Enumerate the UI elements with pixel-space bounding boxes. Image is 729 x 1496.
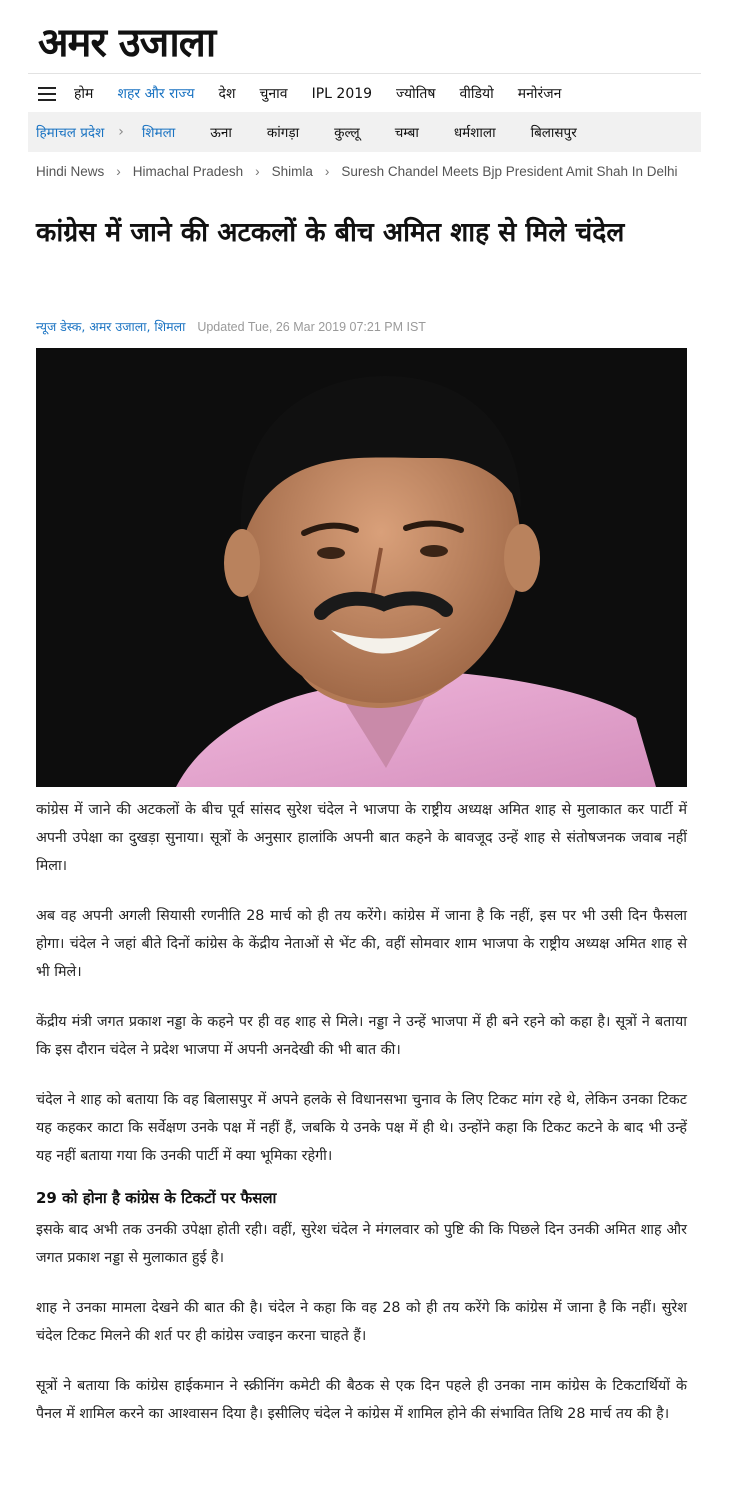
site-logo[interactable]: अमर उजाला (38, 20, 216, 66)
main-nav (28, 73, 701, 113)
breadcrumb-shimla[interactable]: Shimla (271, 164, 313, 179)
subnav-city-shimla[interactable]: शिमला (141, 125, 176, 141)
nav-item-video[interactable]: वीडियो (459, 86, 494, 102)
subnav-state-himachal[interactable]: हिमाचल प्रदेश (36, 125, 105, 141)
menu-icon[interactable] (38, 87, 56, 101)
article-paragraph: कांग्रेस में जाने की अटकलों के बीच पूर्व सांसद सुरेश चंदेल ने भाजपा के राष्ट्रीय अध्यक्ष अमित शाह से मुलाकात कर पार्टी में अपनी उपेक्षा का दुखड़ा सुनाया। सूत्रों के अनुसार हालांकि अपनी बात कहने के बावजूद उन्हें शाह से संतोषजनक जवाब नहीं मिला। (36, 802, 687, 874)
article-headline: कांग्रेस में जाने की अटकलों के बीच अमित शाह से मिले चंदेल (36, 217, 625, 248)
chevron-right-icon: › (324, 164, 330, 179)
article-body (36, 796, 687, 1450)
nav-item-entertainment[interactable]: मनोरंजन (517, 86, 562, 102)
article-updated-time: Updated Tue, 26 Mar 2019 07:21 PM IST (197, 320, 426, 334)
subnav-city-chamba[interactable]: चम्बा (394, 125, 419, 141)
article-byline (36, 318, 426, 335)
subnav-city-dharamshala[interactable]: धर्मशाला (453, 125, 496, 141)
breadcrumb-hindi-news[interactable]: Hindi News (36, 164, 105, 179)
subnav-city-bilaspur[interactable]: बिलासपुर (530, 125, 577, 141)
nav-item-ipl[interactable]: IPL 2019 (311, 85, 373, 102)
subnav-city-kullu[interactable]: कुल्लू (334, 125, 360, 141)
article-hero-image (36, 348, 687, 787)
article-paragraph: चंदेल ने शाह को बताया कि वह बिलासपुर में अपने हलके से विधानसभा चुनाव के लिए टिकट मांग रहे थे, लेकिन उनका टिकट यह कहकर काटा कि सर्वेक्षण उनके पक्ष में नहीं हैं, जबकि ये उनके पक्ष में ही थे। उन्होंने कहा कि टिकट कटने के बाद भी उन्हें यह नहीं बताया गया कि उनकी पार्टी में क्या भूमिका रहेगी। (36, 1092, 687, 1164)
article-author[interactable]: न्यूज डेस्क, अमर उजाला, शिमला (36, 319, 186, 334)
nav-item-city-state[interactable]: शहर और राज्य (117, 86, 195, 102)
article-paragraph: इसके बाद अभी तक उनकी उपेक्षा होती रही। वहीं, सुरेश चंदेल ने मंगलवार को पुष्टि की कि पिछले दिन उनकी अमित शाह और जगत प्रकाश नड्डा से मुलाकात हुई है। (36, 1222, 687, 1266)
breadcrumb-current: Suresh Chandel Meets Bjp President Amit Shah In Delhi (341, 164, 678, 179)
nav-item-astrology[interactable]: ज्योतिष (396, 86, 436, 102)
nav-item-election[interactable]: चुनाव (259, 86, 288, 102)
chevron-right-icon: › (118, 124, 124, 140)
breadcrumb (36, 164, 678, 179)
article-paragraph: शाह ने उनका मामला देखने की बात की है। चंदेल ने कहा कि वह 28 को ही तय करेंगे कि कांग्रेस में जाना है कि नहीं। सुरेश चंदेल टिकट मिलने की शर्त पर ही कांग्रेस ज्वाइन करना चाहते हैं। (36, 1300, 687, 1344)
portrait-illustration (36, 348, 687, 787)
city-subnav (28, 112, 701, 152)
breadcrumb-himachal-pradesh[interactable]: Himachal Pradesh (132, 164, 244, 179)
article-paragraph: केंद्रीय मंत्री जगत प्रकाश नड्डा के कहने पर ही वह शाह से मिले। नड्डा ने उन्हें भाजपा में ही बने रहने को कहा है। सूत्रों ने बताया कि इस दौरान चंदेल ने प्रदेश भाजपा में अपनी अनदेखी की भी बात की। (36, 1014, 687, 1058)
article-subheading: 29 को होना है कांग्रेस के टिकटों पर फैसला (36, 1189, 277, 1207)
chevron-right-icon: › (255, 164, 260, 179)
nav-item-home[interactable]: होम (74, 86, 94, 102)
article-paragraph: सूत्रों ने बताया कि कांग्रेस हाईकमान ने स्क्रीनिंग कमेटी की बैठक से एक दिन पहले ही उनका नाम कांग्रेस के टिकटार्थियों के पैनल में शामिल करने का आश्वासन दिया है। इसीलिए चंदेल ने कांग्रेस में शामिल होने की संभावित तिथि 28 मार्च तय की है। (36, 1378, 687, 1422)
chevron-right-icon: › (116, 164, 121, 179)
article-paragraph: अब वह अपनी अगली सियासी रणनीति 28 मार्च को ही तय करेंगे। कांग्रेस में जाना है कि नहीं, इस पर भी उसी दिन फैसला होगा। चंदेल ने जहां बीते दिनों कांग्रेस के केंद्रीय नेताओं से भेंट की, वहीं सोमवार शाम भाजपा के राष्ट्रीय अध्यक्ष अमित शाह से भी मिले। (36, 908, 687, 980)
subnav-city-kangra[interactable]: कांगड़ा (266, 125, 300, 141)
subnav-city-una[interactable]: ऊना (210, 125, 232, 141)
nav-item-country[interactable]: देश (218, 86, 236, 102)
